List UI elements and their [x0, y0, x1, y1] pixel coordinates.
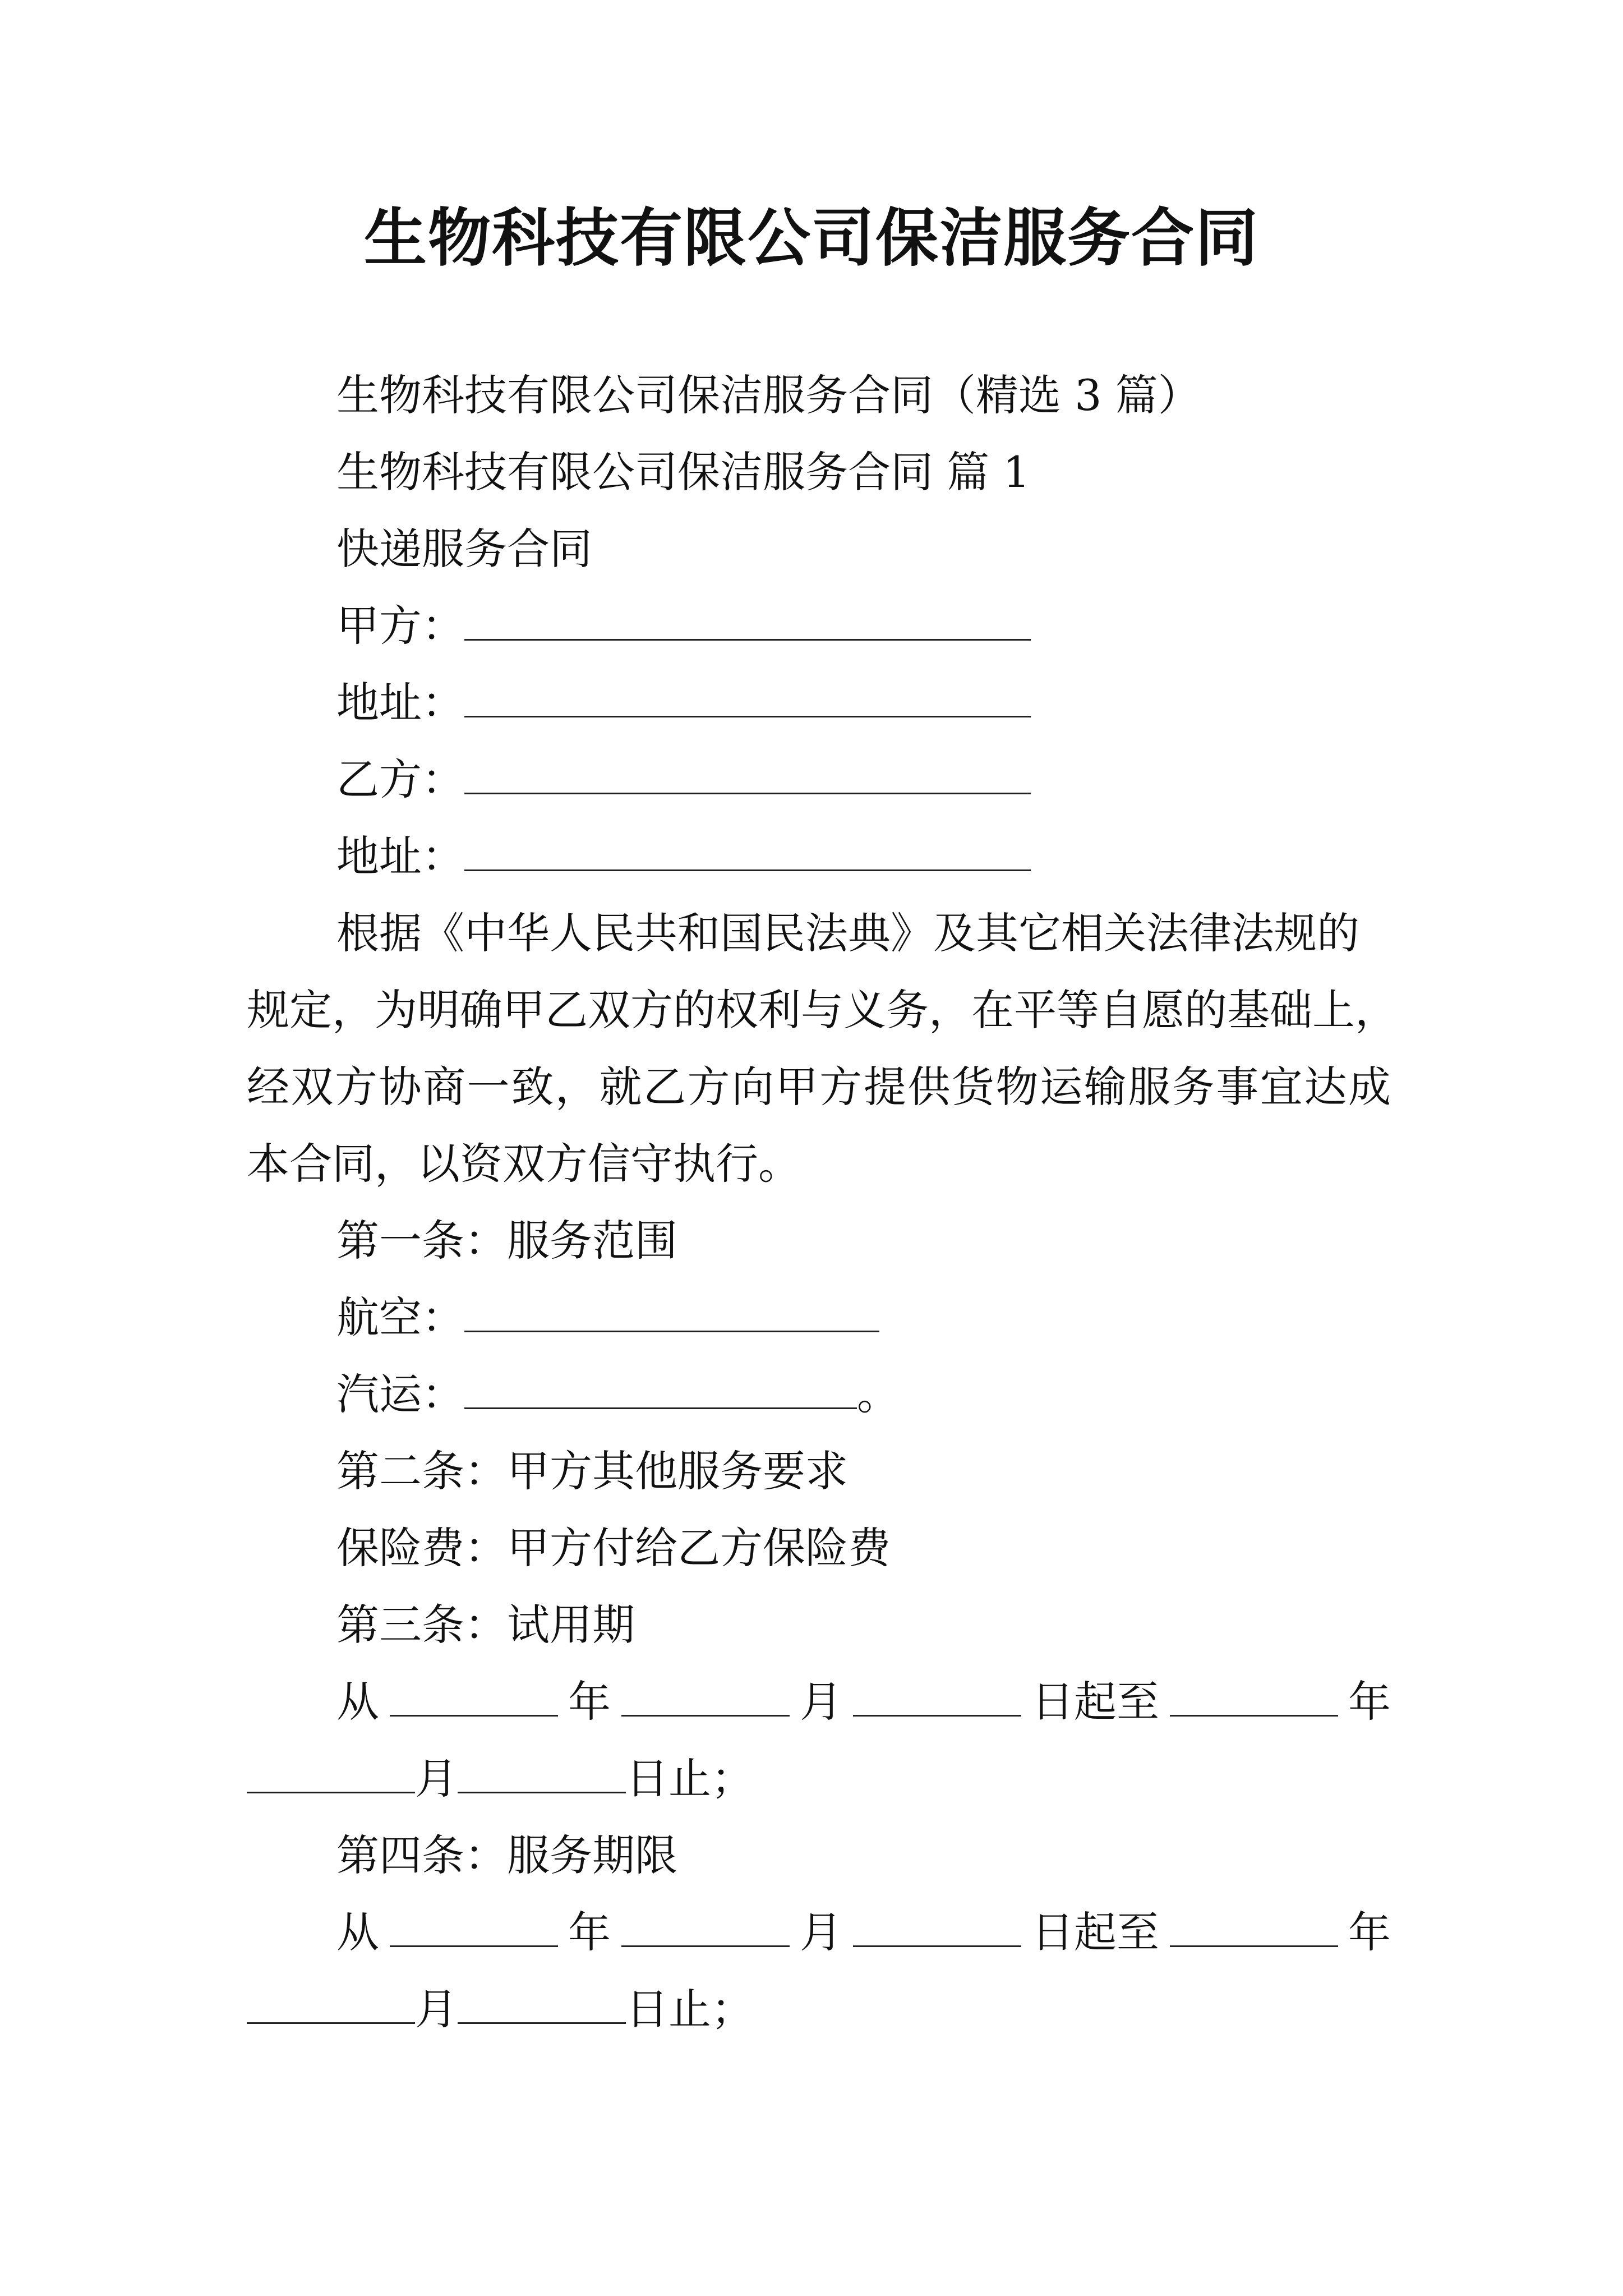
address-b-blank[interactable] [464, 830, 1031, 871]
trial-start-day-blank[interactable] [853, 1676, 1021, 1717]
service-end-month-blank[interactable] [247, 1983, 415, 2024]
contract-name: 快递服务合同 [336, 524, 592, 574]
trial-end-year-blank[interactable] [1170, 1676, 1338, 1717]
road-label: 汽运： [336, 1369, 464, 1419]
air-blank[interactable] [464, 1291, 879, 1332]
road-row [336, 1366, 900, 1423]
article-4-heading: 第四条：服务期限 [336, 1830, 677, 1880]
day-end-word: 日止； [626, 1984, 754, 2034]
party-a-label: 甲方： [336, 601, 464, 651]
service-start-year-blank[interactable] [390, 1906, 558, 1947]
subtitle: 生物科技有限公司保洁服务合同（精选 3 篇） [336, 370, 1201, 420]
trial-date-line-1 [336, 1674, 1391, 1730]
service-date-line-2 [247, 1981, 754, 2037]
month-word: 月 [800, 1677, 842, 1727]
month-word: 月 [415, 1984, 458, 2034]
trial-end-month-blank[interactable] [247, 1752, 415, 1793]
article-1-heading: 第一条：服务范围 [336, 1216, 677, 1266]
section-heading: 生物科技有限公司保洁服务合同 篇 1 [336, 447, 1030, 497]
service-end-year-blank[interactable] [1170, 1906, 1338, 1947]
party-b-label: 乙方： [336, 754, 464, 804]
from-word: 从 [336, 1907, 379, 1957]
service-start-day-blank[interactable] [853, 1906, 1021, 1947]
year-word: 年 [1348, 1677, 1391, 1727]
party-b-blank[interactable] [464, 753, 1031, 794]
document-title: 生物科技有限公司保洁服务合同 [364, 202, 1259, 275]
year-word: 年 [568, 1907, 611, 1957]
road-blank[interactable] [464, 1368, 857, 1409]
year-word: 年 [568, 1677, 611, 1727]
intro-line-3: 经双方协商一致，就乙方向甲方提供货物运输服务事宜达成 [247, 1062, 1391, 1112]
service-end-day-blank[interactable] [458, 1983, 626, 2024]
trial-start-year-blank[interactable] [390, 1676, 558, 1717]
air-row [336, 1290, 879, 1346]
party-a-row [336, 598, 1031, 654]
service-start-month-blank[interactable] [621, 1906, 790, 1947]
address-a-blank[interactable] [464, 677, 1031, 717]
address-label: 地址： [336, 678, 464, 728]
article-3-heading: 第三条：试用期 [336, 1600, 635, 1650]
road-end: 。 [857, 1369, 900, 1419]
party-b-row [336, 752, 1031, 808]
address-a-row [336, 675, 1031, 731]
article-2-heading: 第二条：甲方其他服务要求 [336, 1446, 848, 1496]
trial-date-line-2 [247, 1751, 754, 1807]
party-a-blank[interactable] [464, 600, 1031, 641]
trial-end-day-blank[interactable] [458, 1752, 626, 1793]
year-word: 年 [1348, 1907, 1391, 1957]
day-from-to-word: 日起至 [1031, 1677, 1159, 1727]
trial-start-month-blank[interactable] [621, 1676, 790, 1717]
intro-line-4: 本合同，以资双方信守执行。 [247, 1139, 801, 1189]
month-word: 月 [415, 1754, 458, 1803]
air-label: 航空： [336, 1292, 464, 1342]
insurance-line: 保险费：甲方付给乙方保险费 [336, 1523, 891, 1573]
address-b-row [336, 829, 1031, 885]
intro-line-1: 根据《中华人民共和国民法典》及其它相关法律法规的 [336, 908, 1359, 958]
service-date-line-1 [336, 1904, 1391, 1961]
address-label: 地址： [336, 831, 464, 881]
day-from-to-word: 日起至 [1031, 1907, 1159, 1957]
intro-line-2: 规定，为明确甲乙双方的权利与义务，在平等自愿的基础上， [247, 985, 1398, 1035]
from-word: 从 [336, 1677, 379, 1727]
month-word: 月 [800, 1907, 842, 1957]
day-end-word: 日止； [626, 1754, 754, 1803]
